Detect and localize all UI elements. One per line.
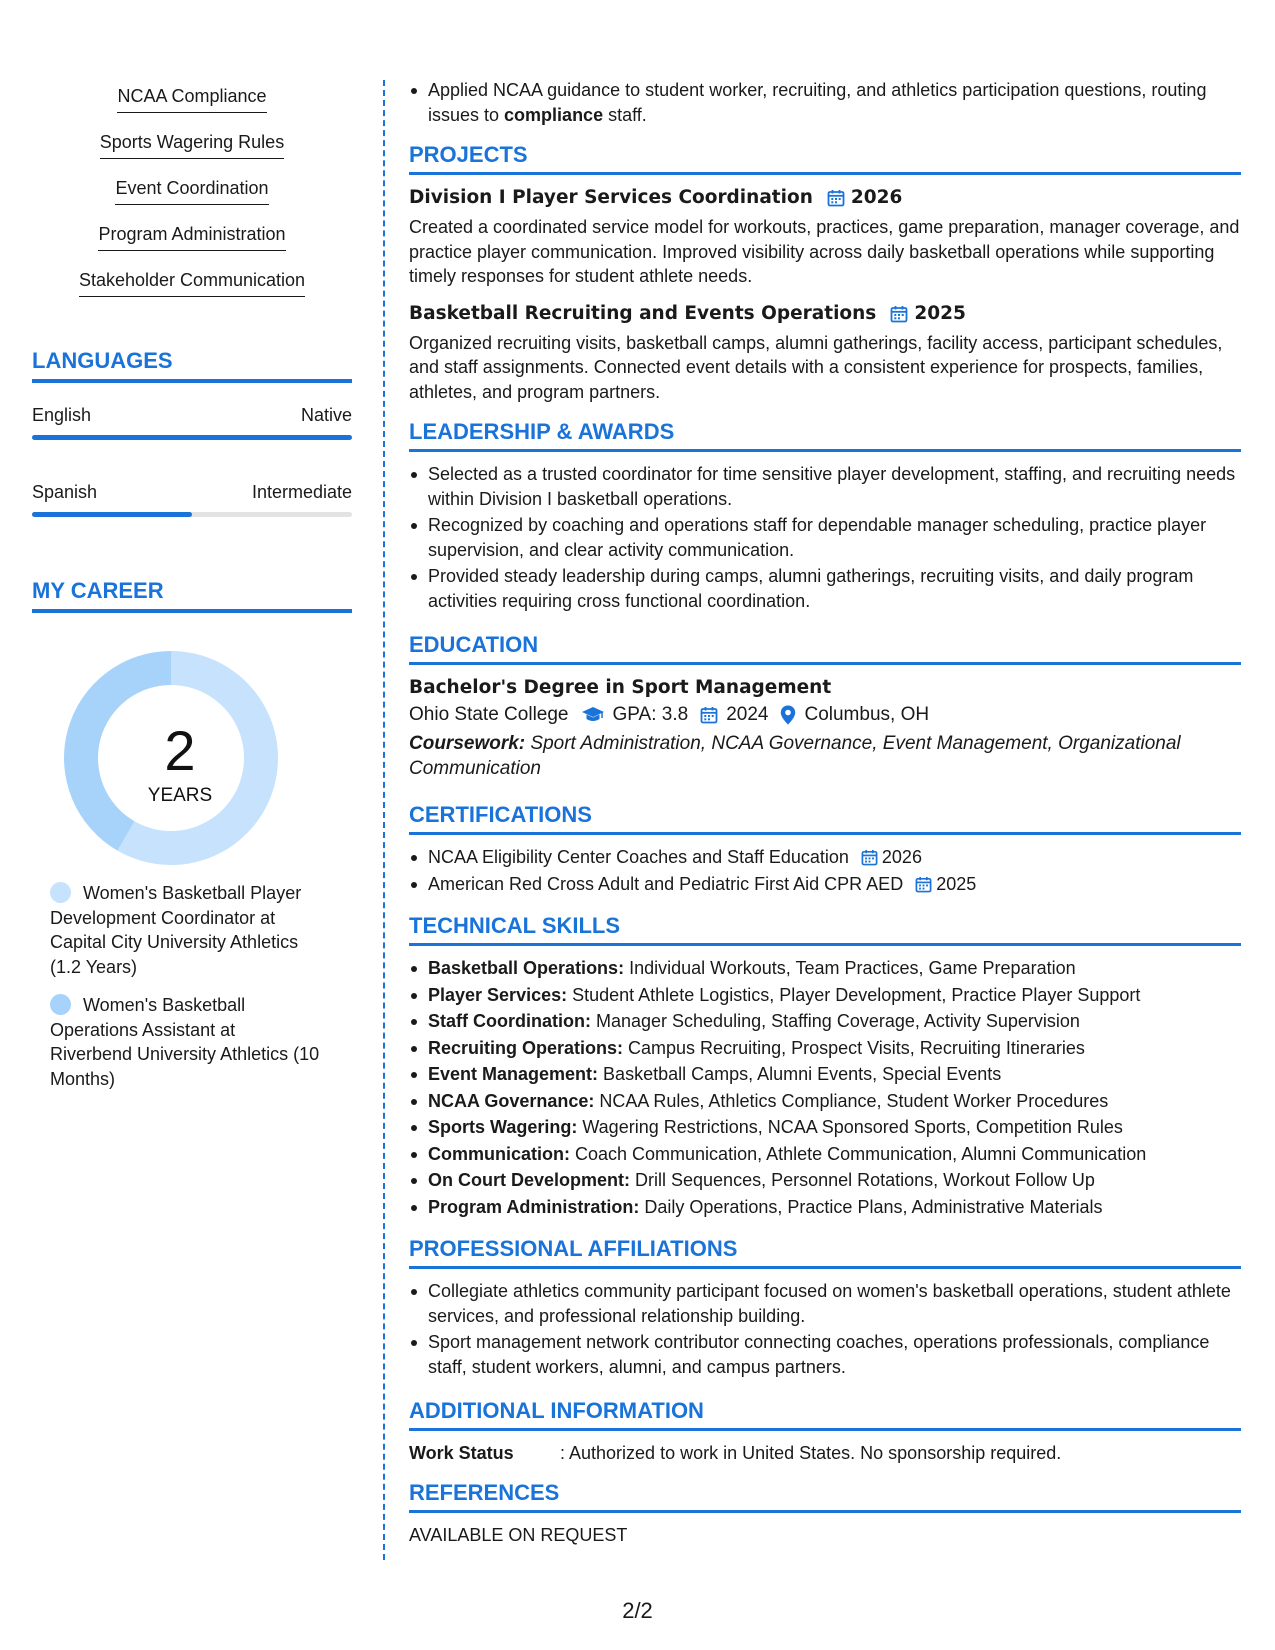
technical-skill-item xyxy=(409,1142,1241,1167)
technical-skill-values: Wagering Restrictions, NCAA Sponsored Sports, Competition Rules xyxy=(577,1117,1123,1137)
project-title-row xyxy=(409,301,1241,327)
school-name: Ohio State College xyxy=(409,704,569,725)
language-bar-fill xyxy=(32,435,352,440)
career-legend xyxy=(32,881,352,1091)
skill-tag: Sports Wagering Rules xyxy=(100,130,284,159)
leadership-bullet: Selected as a trusted coordinator for time sensitive player development, staffing, and recruiting needs within Division I basketball operations. xyxy=(409,462,1241,511)
technical-skill-category: NCAA Governance: xyxy=(428,1090,595,1111)
additional-info-heading: ADDITIONAL INFORMATION xyxy=(409,1397,1241,1431)
skills-list xyxy=(32,84,352,314)
technical-skill-values: Manager Scheduling, Staffing Coverage, Activity Supervision xyxy=(590,1011,1080,1031)
calendar-icon xyxy=(861,849,878,866)
page-number: 2/2 xyxy=(622,1598,653,1623)
sidebar xyxy=(32,84,352,1105)
calendar-icon xyxy=(890,305,908,323)
career-legend-label: Women's Basketball Player Development Coordinator at Capital City University Athletics (1.2 Years) xyxy=(50,883,302,977)
technical-skill-item xyxy=(409,1036,1241,1061)
school-location: Columbus, OH xyxy=(804,704,930,725)
technical-skill-item xyxy=(409,1115,1241,1140)
certification-name: American Red Cross Adult and Pediatric First Aid CPR AED xyxy=(428,873,904,894)
career-legend-item xyxy=(50,993,320,1091)
technical-skill-values: Coach Communication, Athlete Communication, Alumni Communication xyxy=(570,1143,1147,1164)
certification-name: NCAA Eligibility Center Coaches and Staff Education xyxy=(428,847,849,867)
main-column xyxy=(409,78,1241,1547)
technical-skill-item xyxy=(409,1009,1241,1034)
bullet-text: Applied NCAA guidance to student worker, recruiting, and athletics participation questions, routing issues to xyxy=(428,80,1207,125)
language-level: Intermediate xyxy=(251,482,352,502)
technical-skill-category: Program Administration: xyxy=(428,1196,640,1217)
technical-skill-values: Basketball Camps, Alumni Events, Special Events xyxy=(598,1064,1002,1084)
work-status-row xyxy=(409,1441,1241,1465)
career-donut-svg xyxy=(32,613,352,873)
technical-skill-category: Recruiting Operations: xyxy=(428,1037,624,1058)
technical-skill-values: Campus Recruiting, Prospect Visits, Recruiting Itineraries xyxy=(623,1037,1085,1058)
technical-skill-values: Daily Operations, Practice Plans, Administrative Materials xyxy=(639,1196,1103,1217)
certifications-heading: CERTIFICATIONS xyxy=(409,801,1241,835)
technical-skill-category: Event Management: xyxy=(428,1064,599,1084)
skill-tag: Program Administration xyxy=(98,222,285,251)
legend-dot-icon xyxy=(50,994,71,1015)
language-bar xyxy=(32,435,352,440)
affiliations-list xyxy=(409,1279,1241,1379)
career-total-value: 2 xyxy=(164,719,196,782)
career-legend-item xyxy=(50,881,320,979)
technical-skill-category: Sports Wagering: xyxy=(428,1117,578,1137)
calendar-icon xyxy=(915,876,932,893)
education-item xyxy=(409,675,1241,781)
work-status-value: : Authorized to work in United States. No sponsorship required. xyxy=(560,1443,1062,1463)
project-description: Created a coordinated service model for workouts, practices, game preparation, manager coverage, and practice player communication. Improved visibility across daily basketball operations while supporting timely responses for student athlete needs. xyxy=(409,217,1240,286)
gpa: GPA: 3.8 xyxy=(612,704,689,725)
certification-item xyxy=(409,872,1241,897)
project-item xyxy=(409,301,1241,405)
languages-list xyxy=(32,403,352,517)
language-bar-fill xyxy=(32,512,192,517)
technical-skill-category: Staff Coordination: xyxy=(428,1011,591,1031)
experience-bullets xyxy=(409,78,1241,127)
affiliations-heading: PROFESSIONAL AFFILIATIONS xyxy=(409,1235,1241,1269)
column-divider xyxy=(383,80,385,1560)
education-details xyxy=(409,701,1241,729)
project-title: Basketball Recruiting and Events Operations xyxy=(409,302,877,324)
leadership-heading: LEADERSHIP & AWARDS xyxy=(409,418,1241,452)
work-status-label: Work Status xyxy=(409,1443,514,1463)
technical-skill-item xyxy=(409,1062,1241,1087)
calendar-icon xyxy=(827,189,845,207)
language-name: Spanish xyxy=(32,482,98,502)
certifications-list xyxy=(409,845,1241,896)
technical-skill-category: Player Services: xyxy=(428,984,568,1005)
technical-skill-values: Student Athlete Logistics, Player Development, Practice Player Support xyxy=(567,984,1141,1005)
technical-skill-item xyxy=(409,1168,1241,1193)
project-title-row xyxy=(409,185,1241,211)
projects-heading: PROJECTS xyxy=(409,141,1241,175)
project-description: Organized recruiting visits, basketball camps, alumni gatherings, facility access, participant schedules, and staff assignments. Connected event details with a consistent experience for prospects, families, athletes, and program partners. xyxy=(409,332,1223,402)
references-text: AVAILABLE ON REQUEST xyxy=(409,1525,628,1545)
project-item xyxy=(409,185,1241,289)
language-bar xyxy=(32,512,352,517)
project-title: Division I Player Services Coordination xyxy=(409,187,813,208)
career-donut-chart xyxy=(32,613,352,873)
technical-skills-heading: TECHNICAL SKILLS xyxy=(409,912,1241,946)
bullet-text: staff. xyxy=(603,104,647,125)
technical-skill-category: On Court Development: xyxy=(428,1170,631,1190)
coursework xyxy=(409,731,1241,781)
affiliation-bullet: Collegiate athletics community participant focused on women's basketball operations, student athlete services, and professional relationship building. xyxy=(409,1279,1241,1328)
certification-year: 2026 xyxy=(881,847,922,867)
experience-bullet xyxy=(409,78,1241,127)
technical-skill-category: Communication: xyxy=(428,1143,570,1164)
project-year: 2025 xyxy=(914,302,966,324)
location-pin-icon xyxy=(780,705,796,725)
career-total-unit: YEARS xyxy=(147,785,213,806)
career-donut-segment xyxy=(64,651,171,851)
career-heading: MY CAREER xyxy=(32,577,352,613)
leadership-list xyxy=(409,462,1241,613)
technical-skill-category: Basketball Operations: xyxy=(428,958,625,978)
education-heading: EDUCATION xyxy=(409,631,1241,665)
technical-skill-item xyxy=(409,1089,1241,1114)
project-year: 2026 xyxy=(850,187,903,208)
coursework-label: Coursework: xyxy=(409,733,526,754)
technical-skill-values: Drill Sequences, Personnel Rotations, Workout Follow Up xyxy=(630,1170,1095,1190)
skill-tag: NCAA Compliance xyxy=(117,84,266,113)
technical-skill-item xyxy=(409,983,1241,1008)
skill-tag: Stakeholder Communication xyxy=(79,268,305,297)
graduation-year: 2024 xyxy=(726,704,769,725)
calendar-icon xyxy=(700,706,718,724)
language-row xyxy=(32,480,352,504)
legend-dot-icon xyxy=(50,882,71,903)
technical-skills-list xyxy=(409,956,1241,1219)
graduation-cap-icon xyxy=(581,706,605,724)
language-name: English xyxy=(32,405,92,425)
leadership-bullet: Provided steady leadership during camps, alumni gatherings, recruiting visits, and daily program activities requiring cross functional coordination. xyxy=(409,564,1241,613)
technical-skill-values: Individual Workouts, Team Practices, Game Preparation xyxy=(624,958,1076,978)
language-row xyxy=(32,403,352,427)
coursework-list: Sport Administration, NCAA Governance, Event Management, Organizational Communication xyxy=(409,733,1181,779)
degree-title: Bachelor's Degree in Sport Management xyxy=(409,677,832,698)
technical-skill-item xyxy=(409,956,1241,981)
career-legend-label: Women's Basketball Operations Assistant at Riverbend University Athletics (10 Months) xyxy=(50,995,320,1089)
language-level: Native xyxy=(300,405,352,425)
affiliation-bullet: Sport management network contributor connecting coaches, operations professionals, compliance staff, student workers, alumni, and campus partners. xyxy=(409,1330,1241,1379)
technical-skill-item xyxy=(409,1195,1241,1220)
technical-skill-values: NCAA Rules, Athletics Compliance, Student Worker Procedures xyxy=(594,1090,1109,1111)
skill-tag: Event Coordination xyxy=(115,176,268,205)
bullet-bold-text: compliance xyxy=(504,104,604,125)
leadership-bullet: Recognized by coaching and operations staff for dependable manager scheduling, practice player supervision, and clear activity communication. xyxy=(409,513,1241,562)
certification-year: 2025 xyxy=(936,873,977,894)
languages-heading: LANGUAGES xyxy=(32,347,352,383)
certification-item xyxy=(409,845,1241,870)
references-heading: REFERENCES xyxy=(409,1479,1241,1513)
